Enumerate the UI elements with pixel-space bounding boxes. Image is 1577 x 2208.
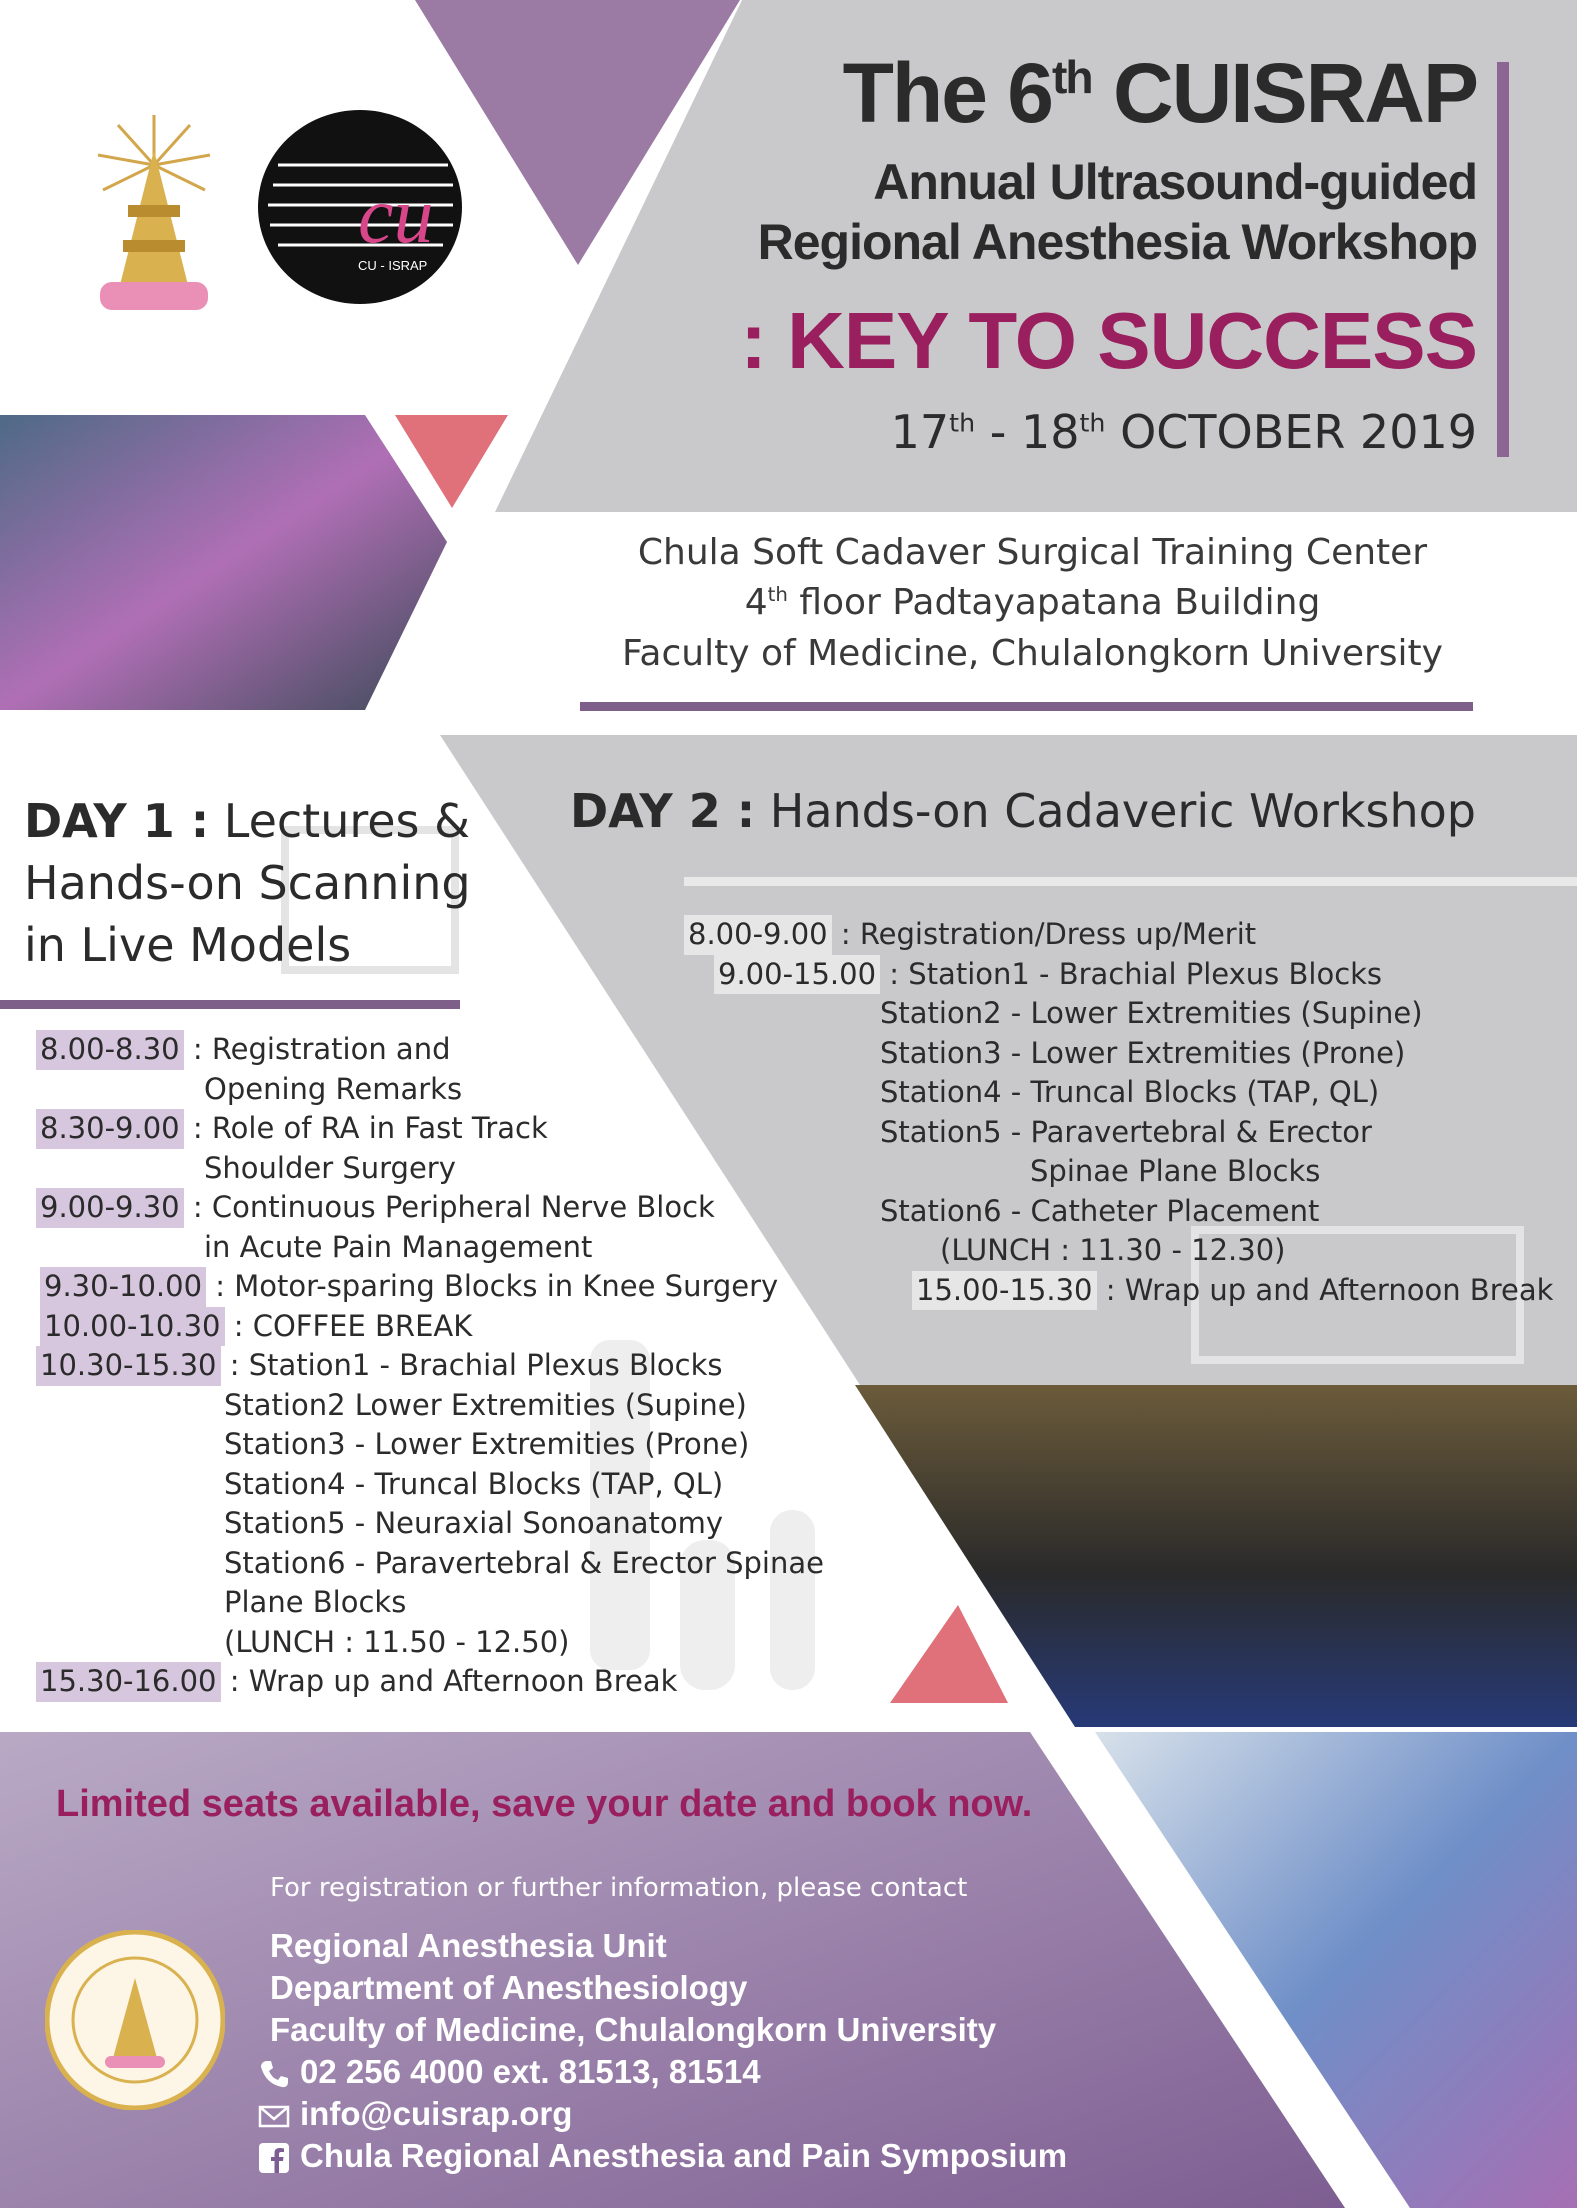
schedule-row bbox=[36, 1662, 824, 1702]
schedule-desc-cont: Station3 - Lower Extremities (Prone) bbox=[224, 1427, 750, 1461]
schedule-row bbox=[36, 1465, 824, 1505]
schedule-desc: Wrap up and Afternoon Break bbox=[1124, 1272, 1554, 1307]
day2-label: DAY 2 : bbox=[570, 784, 756, 838]
schedule-time: 10.00-10.30 bbox=[40, 1307, 225, 1347]
chula-emblem-icon bbox=[88, 110, 220, 315]
contact-phone-row bbox=[258, 2051, 761, 2093]
day2-heading bbox=[570, 780, 1476, 842]
cuisrap-logo bbox=[258, 110, 463, 305]
mail-icon bbox=[258, 2100, 290, 2132]
day2-underline bbox=[684, 877, 1577, 886]
day1-title-line1: Lectures & bbox=[209, 794, 471, 848]
schedule-colon: : bbox=[831, 917, 860, 951]
venue-line3: Faculty of Medicine, Chulalongkorn University bbox=[622, 632, 1443, 674]
schedule-row bbox=[684, 1113, 1553, 1153]
schedule-colon: : bbox=[220, 1664, 249, 1698]
schedule-row bbox=[36, 1346, 824, 1386]
schedule-row bbox=[36, 1623, 824, 1663]
schedule-row bbox=[36, 1307, 824, 1347]
schedule-colon: : bbox=[220, 1348, 249, 1382]
schedule-colon: : bbox=[183, 1032, 212, 1066]
day1-title-line3: in Live Models bbox=[24, 918, 352, 973]
schedule-desc-cont: Station6 - Paravertebral & Erector Spinae bbox=[224, 1545, 824, 1580]
subtitle-line1: Annual Ultrasound-guided bbox=[873, 154, 1477, 210]
schedule-row bbox=[684, 915, 1553, 955]
schedule-row bbox=[684, 1034, 1553, 1074]
facebook-icon bbox=[258, 2142, 290, 2174]
schedule-desc-cont: Opening Remarks bbox=[204, 1071, 463, 1106]
date-end: OCTOBER 2019 bbox=[1105, 405, 1477, 459]
schedule-desc-cont: (LUNCH : 11.30 - 12.30) bbox=[940, 1233, 1286, 1267]
schedule-desc-cont: Station2 - Lower Extremities (Supine) bbox=[880, 996, 1423, 1030]
photo-surgery-training bbox=[0, 415, 447, 710]
venue-building: floor Padtayapatana Building bbox=[787, 582, 1321, 624]
venue-underline bbox=[580, 702, 1473, 711]
day1-underline bbox=[0, 1000, 460, 1009]
contact-phone[interactable]: 02 256 4000 ext. 81513, 81514 bbox=[300, 2053, 761, 2090]
schedule-time: 9.00-15.00 bbox=[714, 955, 880, 995]
faculty-seal bbox=[45, 1930, 225, 2110]
schedule-colon: : bbox=[880, 956, 909, 991]
schedule-row bbox=[36, 1544, 824, 1584]
event-title bbox=[843, 45, 1477, 142]
schedule-row bbox=[684, 1152, 1553, 1192]
schedule-time: 8.30-9.00 bbox=[36, 1109, 184, 1149]
day1-heading bbox=[24, 790, 471, 976]
schedule-desc: Motor-sparing Blocks in Knee Surgery bbox=[234, 1269, 779, 1303]
schedule-colon: : bbox=[1096, 1272, 1125, 1307]
schedule-row bbox=[36, 1386, 824, 1426]
day1-label: DAY 1 : bbox=[24, 794, 210, 848]
schedule-desc: Continuous Peripheral Nerve Block bbox=[211, 1190, 715, 1224]
limited-seats-notice: Limited seats available, save your date and book now. bbox=[56, 1783, 1033, 1825]
header-accent-bar bbox=[1497, 62, 1509, 457]
day1-title-line2: Hands-on Scanning bbox=[24, 856, 471, 911]
title-prefix: The 6 bbox=[842, 46, 1052, 140]
schedule-time: 9.30-10.00 bbox=[40, 1267, 206, 1307]
contact-email-row bbox=[258, 2093, 572, 2135]
contact-intro: For registration or further information, please contact bbox=[270, 1873, 968, 1903]
schedule-row bbox=[684, 994, 1553, 1034]
svg-text:CU - ISRAP: CU - ISRAP bbox=[358, 258, 428, 273]
schedule-desc: Role of RA in Fast Track bbox=[211, 1111, 548, 1145]
event-subtitle bbox=[758, 152, 1477, 272]
venue-floor-sup: th bbox=[767, 583, 788, 607]
contact-email[interactable]: info@cuisrap.org bbox=[300, 2095, 573, 2132]
coral-triangle-bottom bbox=[890, 1605, 1008, 1703]
event-dates bbox=[891, 405, 1477, 459]
schedule-desc-cont: Plane Blocks bbox=[224, 1585, 407, 1619]
schedule-time: 8.00-9.00 bbox=[684, 915, 832, 955]
schedule-time: 15.00-15.30 bbox=[912, 1271, 1097, 1311]
schedule-time: 10.30-15.30 bbox=[36, 1346, 221, 1386]
title-sup: th bbox=[1052, 51, 1092, 103]
schedule-desc-cont: Station3 - Lower Extremities (Prone) bbox=[880, 1035, 1406, 1070]
schedule-desc: COFFEE BREAK bbox=[252, 1308, 473, 1343]
date-mid-sup: th bbox=[1079, 408, 1106, 438]
chula-emblem bbox=[88, 110, 220, 315]
contact-faculty: Faculty of Medicine, Chulalongkorn University bbox=[270, 2011, 997, 2048]
schedule-row bbox=[36, 1583, 824, 1623]
day2-schedule bbox=[684, 915, 1553, 1310]
schedule-colon: : bbox=[206, 1269, 235, 1303]
schedule-desc-cont: Station5 - Neuraxial Sonoanatomy bbox=[224, 1506, 724, 1540]
schedule-desc-cont: Spinae Plane Blocks bbox=[1030, 1154, 1321, 1188]
contact-department: Department of Anesthesiology bbox=[270, 1969, 748, 2006]
schedule-desc-cont: Station2 Lower Extremities (Supine) bbox=[224, 1387, 747, 1422]
schedule-desc-cont: Station6 - Catheter Placement bbox=[880, 1193, 1320, 1228]
event-tagline: : KEY TO SUCCESS bbox=[740, 296, 1477, 385]
title-suffix: CUISRAP bbox=[1091, 46, 1477, 140]
venue-block bbox=[560, 528, 1505, 679]
schedule-colon: : bbox=[183, 1111, 212, 1145]
schedule-desc-cont: Station4 - Truncal Blocks (TAP, QL) bbox=[880, 1075, 1380, 1109]
date-start: 17 bbox=[890, 405, 950, 459]
schedule-desc-cont: Station4 - Truncal Blocks (TAP, QL) bbox=[224, 1466, 724, 1501]
contact-unit: Regional Anesthesia Unit bbox=[270, 1927, 667, 1964]
venue-floor-num: 4 bbox=[744, 582, 768, 624]
schedule-row bbox=[684, 1192, 1553, 1232]
schedule-row bbox=[684, 1073, 1553, 1113]
contact-block bbox=[270, 1925, 996, 2051]
schedule-desc: Registration and bbox=[211, 1032, 451, 1066]
schedule-desc-cont: Station5 - Paravertebral & Erector bbox=[880, 1114, 1372, 1149]
schedule-desc: Wrap up and Afternoon Break bbox=[248, 1664, 678, 1698]
schedule-colon: : bbox=[224, 1308, 253, 1343]
schedule-time: 15.30-16.00 bbox=[36, 1662, 221, 1702]
contact-facebook-row bbox=[258, 2135, 1067, 2177]
schedule-desc-cont: (LUNCH : 11.50 - 12.50) bbox=[224, 1624, 570, 1659]
phone-icon bbox=[258, 2058, 290, 2090]
date-mid: - 18 bbox=[975, 405, 1080, 459]
subtitle-line2: Regional Anesthesia Workshop bbox=[757, 214, 1477, 270]
cuisrap-logo-icon bbox=[258, 110, 463, 305]
schedule-row bbox=[684, 955, 1553, 995]
date-start-sup: th bbox=[949, 408, 976, 438]
schedule-desc-cont: in Acute Pain Management bbox=[204, 1229, 593, 1264]
contact-facebook[interactable]: Chula Regional Anesthesia and Pain Symposium bbox=[300, 2137, 1068, 2174]
day2-title: Hands-on Cadaveric Workshop bbox=[755, 784, 1476, 838]
schedule-desc: Registration/Dress up/Merit bbox=[859, 917, 1257, 951]
schedule-colon: : bbox=[183, 1190, 212, 1224]
schedule-row bbox=[36, 1504, 824, 1544]
schedule-time: 9.00-9.30 bbox=[36, 1188, 184, 1228]
schedule-row bbox=[36, 1425, 824, 1465]
faculty-seal-icon bbox=[45, 1930, 225, 2110]
schedule-desc-cont: Shoulder Surgery bbox=[204, 1150, 456, 1185]
venue-line1: Chula Soft Cadaver Surgical Training Center bbox=[637, 532, 1428, 573]
svg-text:cu: cu bbox=[358, 172, 434, 260]
schedule-desc: Station1 - Brachial Plexus Blocks bbox=[248, 1348, 723, 1382]
venue-line2 bbox=[560, 578, 1505, 628]
schedule-row bbox=[684, 1231, 1553, 1271]
schedule-time: 8.00-8.30 bbox=[36, 1030, 184, 1070]
schedule-desc: Station1 - Brachial Plexus Blocks bbox=[908, 956, 1383, 991]
schedule-row bbox=[684, 1271, 1553, 1311]
